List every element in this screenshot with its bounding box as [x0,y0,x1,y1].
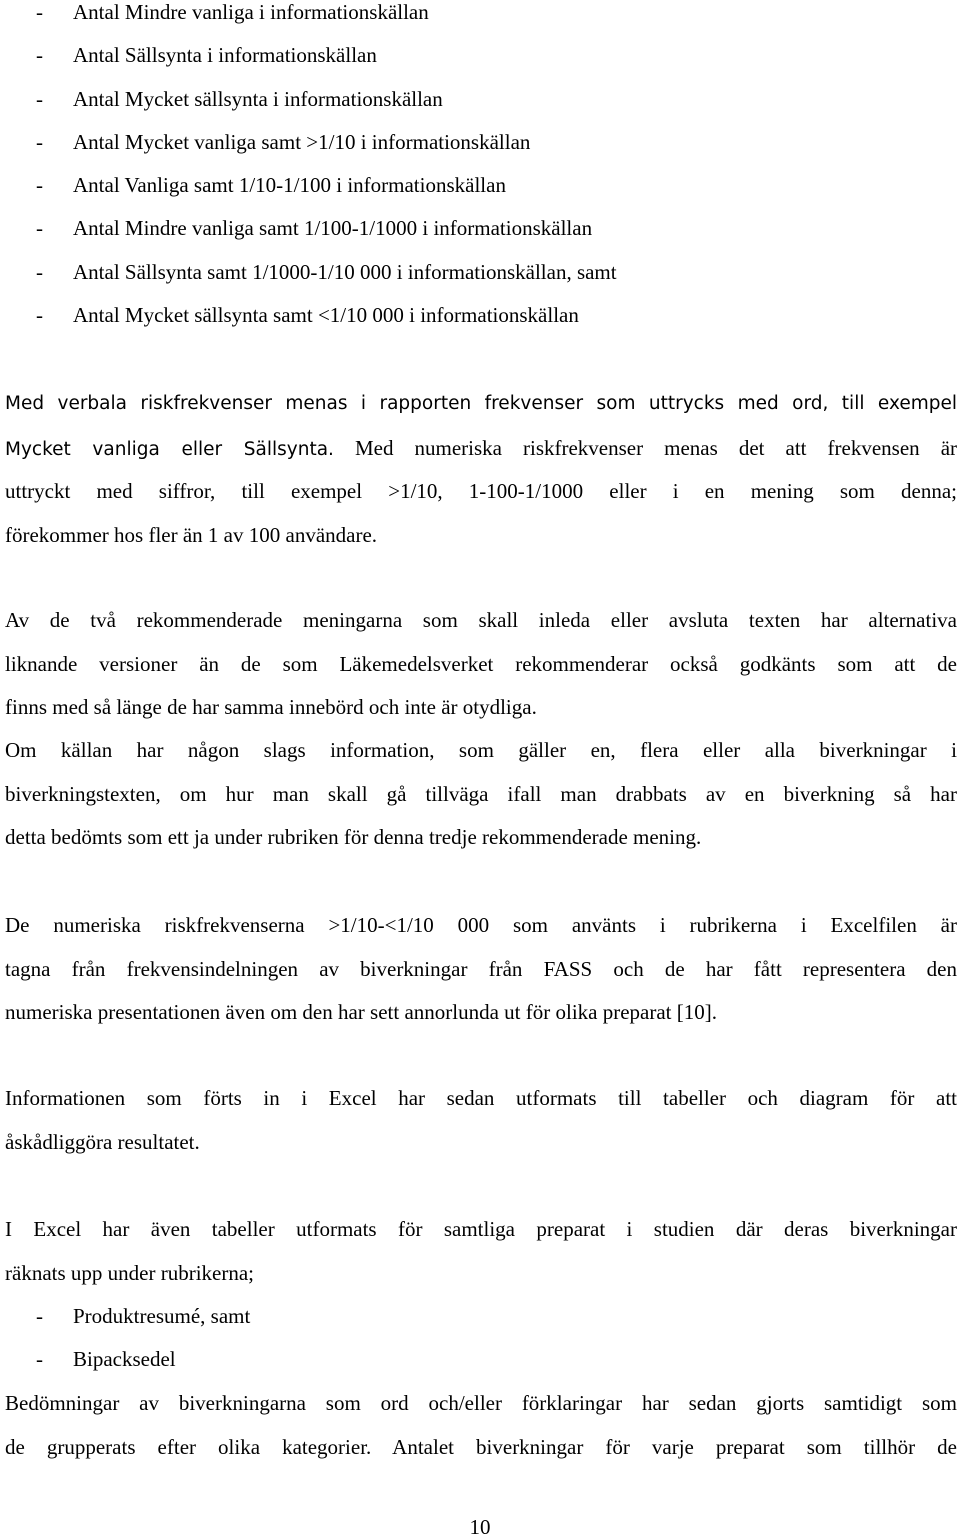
list-item-text: Antal Mindre vanliga samt 1/100-1/1000 i informationskällan [73,216,593,241]
paragraph-line: Med verbala riskfrekvenser menas i rapporten frekvenser som uttrycks med ord, till exempel [5,393,957,414]
paragraph-source-information [5,738,957,869]
paragraph-text-sans: Mycket vanliga eller Sällsynta. [5,438,334,460]
list-item-text: Antal Sällsynta samt 1/1000-1/10 000 i informationskällan, samt [73,259,617,284]
paragraph-line [5,436,957,480]
paragraph-verbal-frequencies [5,392,957,566]
paragraph-line: Bedömningar av biverkningarna som ord och/eller förklaringar har sedan gjorts samtidigt som [5,1391,957,1415]
list-item-text: Antal Mycket sällsynta samt <1/10 000 i informationskällan [73,303,579,328]
list-item: - Antal Sällsynta samt 1/1000-1/10 000 i informationskällan, samt [36,259,617,284]
list-item-text: Produktresumé, samt [73,1304,251,1328]
frequency-list [5,0,957,346]
list-item-text: Bipacksedel [73,1347,176,1372]
paragraph-line: Av de två rekommenderade meningarna som skall inleda eller avsluta texten har alternativa [5,608,957,632]
paragraph-excel-tables [5,1217,957,1304]
source-list [5,1304,957,1391]
page-number: 10 [469,1515,491,1539]
list-item: - Antal Vanliga samt 1/10-1/100 i informationskällan [36,173,506,198]
list-item-text: Antal Sällsynta i informationskällan [73,43,377,68]
list-item-text: Antal Mycket sällsynta i informationskällan [73,86,443,111]
list-item: - Antal Mindre vanliga i informationskällan [36,0,429,24]
paragraph-line: detta bedömts som ett ja under rubriken för denna tredje rekommenderade mening. [5,825,702,849]
paragraph-excel-results [5,1086,957,1173]
list-item: - Antal Sällsynta i informationskällan [36,43,377,68]
paragraph-line: I Excel har även tabeller utformats för samtliga preparat i studien där deras biverkningar [5,1217,957,1241]
list-item: - Produktresumé, samt [36,1304,251,1328]
paragraph-line: förekommer hos fler än 1 av 100 användare. [5,522,378,547]
paragraph-text: Med numeriska riskfrekvenser menas det att frekvensen är [333,435,957,460]
paragraph-line: numeriska presentationen även om den har sett annorlunda ut för olika preparat [10]. [5,1000,718,1024]
list-item-text: Antal Mycket vanliga samt >1/10 i informationskällan [73,129,531,154]
paragraph-line: finns med så länge de har samma innebörd och inte är otydliga. [5,695,537,719]
paragraph-line: uttryckt med siffror, till exempel >1/10, 1-100-1/1000 eller i en mening som denna; [5,479,957,503]
paragraph-line: De numeriska riskfrekvenserna >1/10-<1/10 000 som använts i rubrikerna i Excelfilen är [5,913,957,937]
paragraph-line: åskådliggöra resultatet. [5,1129,200,1154]
paragraph-line: räknats upp under rubrikerna; [5,1260,254,1285]
list-item: - Antal Mycket vanliga samt >1/10 i informationskällan [36,129,531,154]
paragraph-line: liknande versioner än de som Läkemedelsverket rekommenderar också godkänts som att de [5,651,957,676]
list-item: - Antal Mycket sällsynta i informationskällan [36,86,443,111]
paragraph-line: tagna från frekvensindelningen av biverkningar från FASS och de har fått representera den [5,956,957,981]
paragraph-assessments [5,1391,957,1478]
list-item: - Antal Mycket sällsynta samt <1/10 000 i informationskällan [36,303,579,328]
paragraph-line: Informationen som förts in i Excel har sedan utformats till tabeller och diagram för att [5,1086,957,1110]
paragraph-recommended-sentences [5,608,957,739]
paragraph-numeric-frequencies [5,913,957,1044]
paragraph-line: de grupperats efter olika kategorier. Antalet biverkningar för varje preparat som tillhör de [5,1434,957,1459]
list-item: - Bipacksedel [36,1347,176,1372]
list-item: - Antal Mindre vanliga samt 1/100-1/1000 i informationskällan [36,216,593,241]
list-item-text: Antal Mindre vanliga i informationskällan [73,0,429,24]
paragraph-line: biverkningstexten, om hur man skall gå tillväga ifall man drabbats av en biverkning så har [5,781,957,806]
paragraph-line: Om källan har någon slags information, som gäller en, flera eller alla biverkningar i [5,738,957,762]
list-item-text: Antal Vanliga samt 1/10-1/100 i informationskällan [73,173,506,198]
